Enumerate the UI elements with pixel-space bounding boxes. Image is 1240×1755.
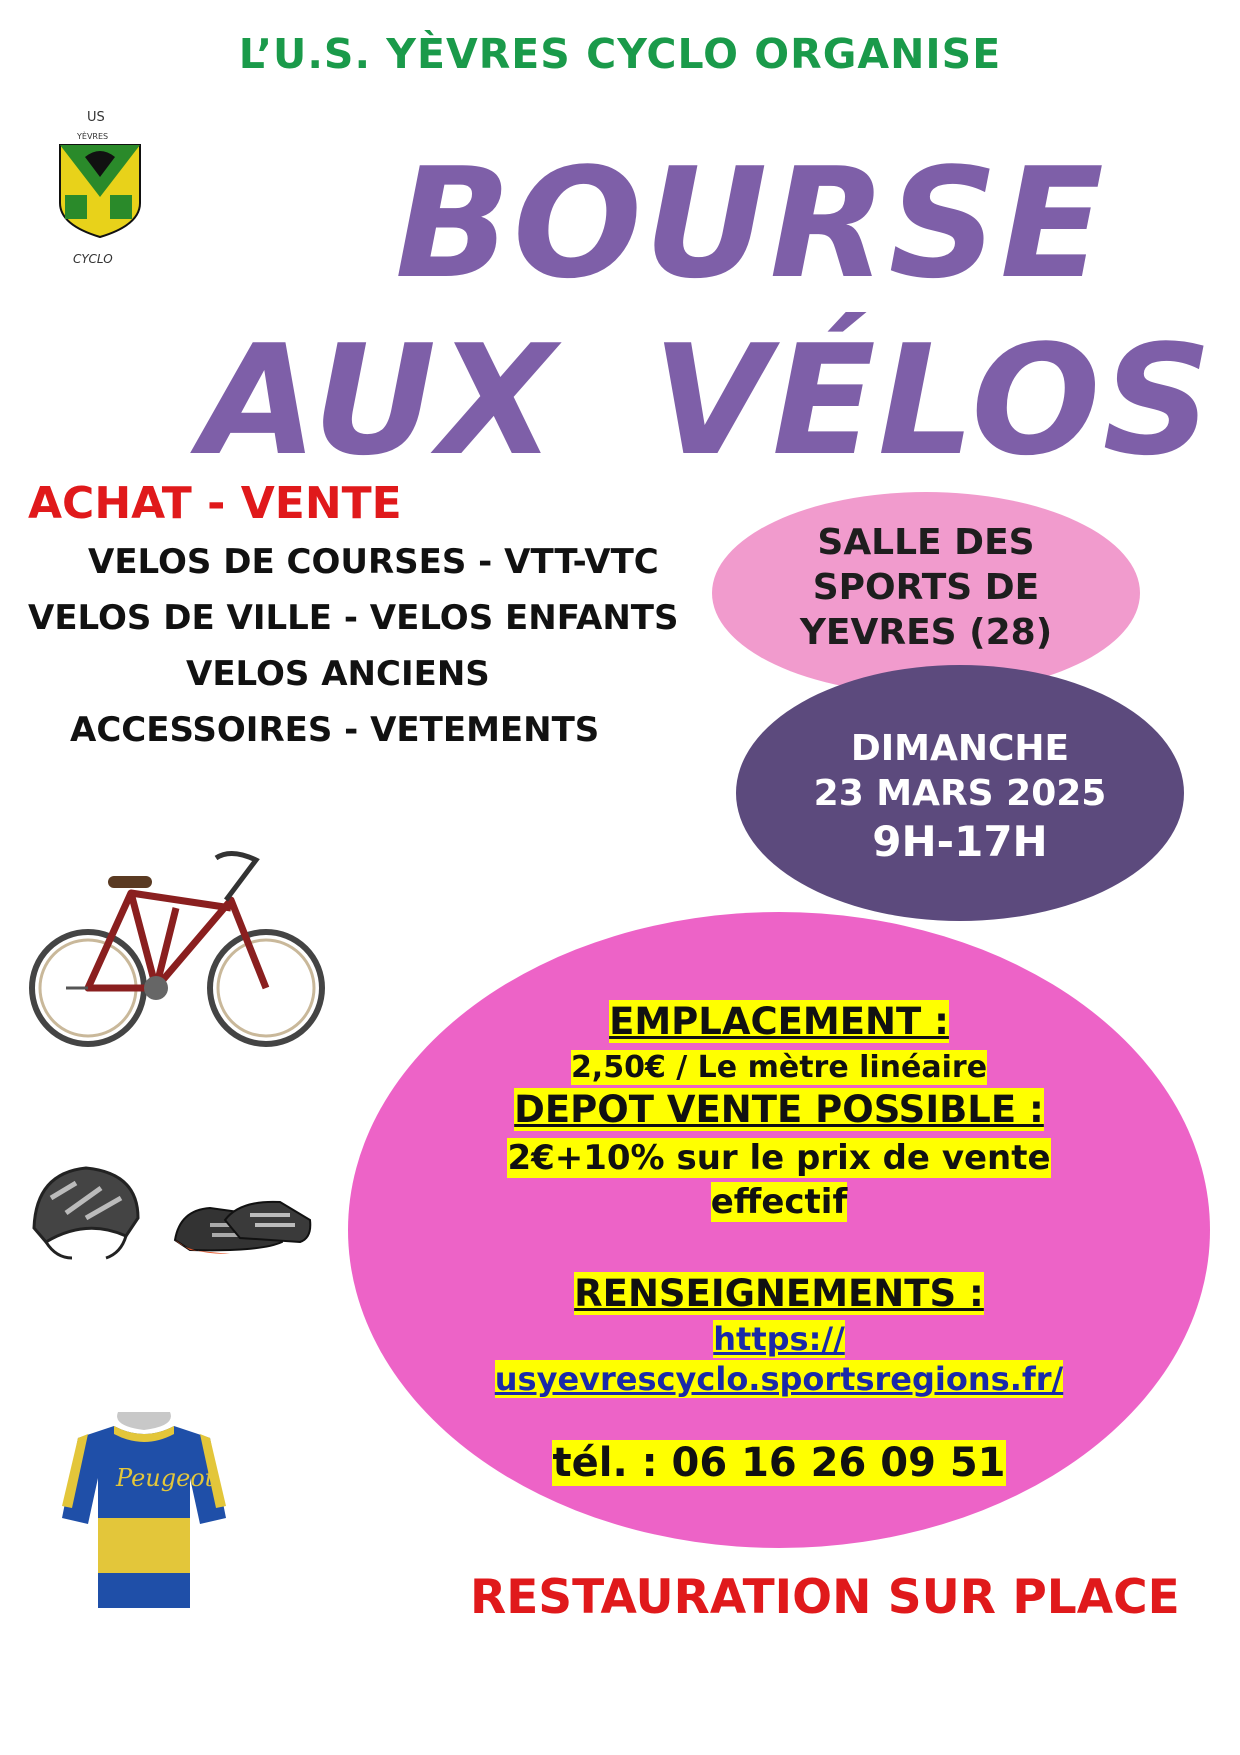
date-hours: 9H-17H (872, 817, 1048, 866)
category-line: VELOS DE VILLE - VELOS ENFANTS (28, 598, 679, 638)
emplacement-price: 2,50€ / Le mètre linéaire (570, 1050, 988, 1085)
date-day: DIMANCHE (850, 728, 1070, 769)
website-link-cont[interactable]: usyevrescyclo.sportsregions.fr/ (494, 1360, 1064, 1398)
depot-heading: DEPOT VENTE POSSIBLE : (514, 1088, 1044, 1131)
bicycle-image (26, 838, 336, 1066)
title-line-2: AUX VÉLOS (200, 312, 1214, 489)
category-line: VELOS ANCIENS (186, 654, 490, 694)
jersey-text: Peugeot (116, 1464, 215, 1492)
depot-price: 2€+10% sur le prix de vente (507, 1138, 1051, 1178)
website-link[interactable]: https:// (713, 1320, 845, 1358)
club-logo (55, 105, 160, 270)
helmet-image (26, 1158, 146, 1268)
location-line: YEVRES (28) (799, 612, 1053, 653)
svg-text:US: US (87, 110, 105, 125)
footer-restauration: RESTAURATION SUR PLACE (470, 1570, 1180, 1625)
header-title: L’U.S. YÈVRES CYCLO ORGANISE (238, 30, 1002, 78)
date-date: 23 MARS 2025 (813, 773, 1107, 814)
phone-number: tél. : 06 16 26 09 51 (552, 1440, 1006, 1486)
title-line-1: BOURSE (395, 135, 1106, 312)
svg-text:CYCLO: CYCLO (73, 252, 113, 266)
location-text (712, 520, 1140, 655)
category-line: VELOS DE COURSES - VTT-VTC (88, 542, 659, 582)
renseignements-heading: RENSEIGNEMENTS : (574, 1272, 984, 1315)
jersey-image (58, 1408, 230, 1613)
svg-text:YÈVRES: YÈVRES (77, 132, 109, 141)
location-line: SPORTS DE (812, 567, 1040, 608)
shoes-image (170, 1180, 315, 1270)
depot-price-cont: effectif (710, 1182, 848, 1222)
location-line: SALLE DES (817, 522, 1035, 563)
emplacement-heading: EMPLACEMENT : (609, 1000, 949, 1043)
achat-vente-heading: ACHAT - VENTE (28, 478, 402, 529)
category-line: ACCESSOIRES - VETEMENTS (70, 710, 600, 750)
date-text (736, 726, 1184, 869)
